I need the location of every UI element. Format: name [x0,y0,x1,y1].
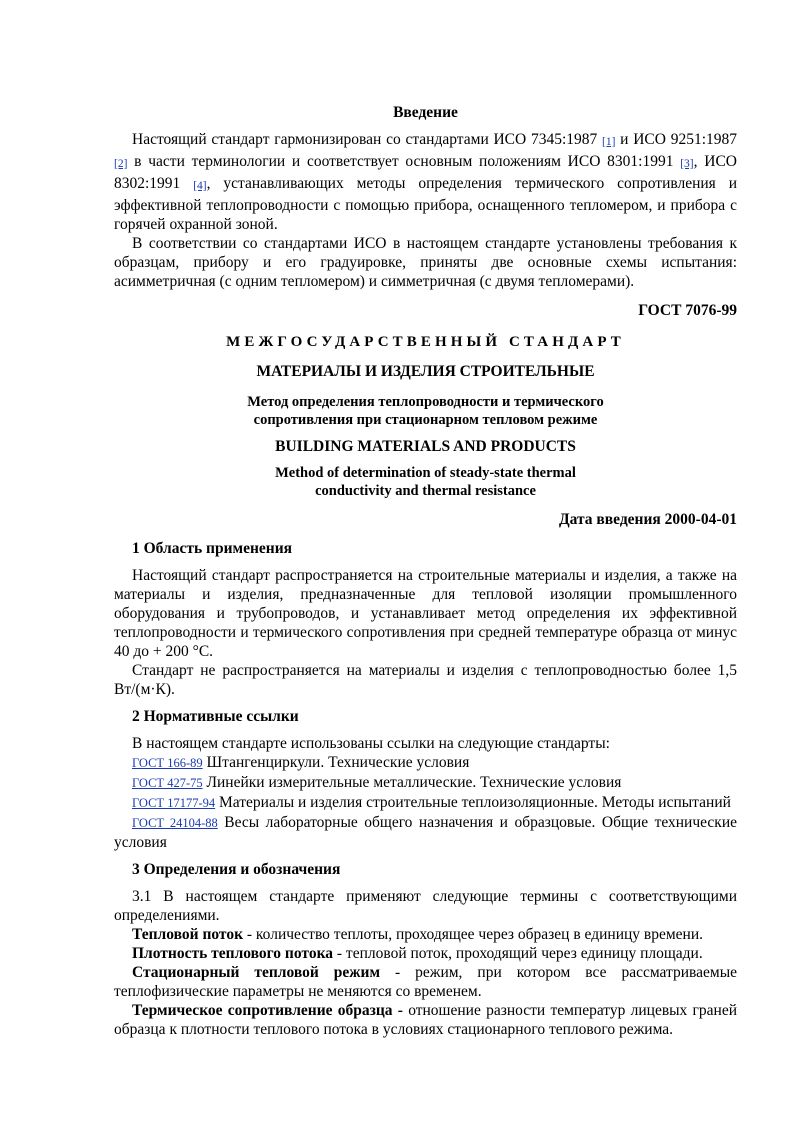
ref-link-3[interactable]: [3] [680,158,694,170]
ref-text: Весы лабораторные общего назначения и образцовые. Общие технические условия [114,814,737,851]
ref-item [114,813,737,852]
ref-text: Линейки измерительные металлические. Технические условия [202,774,622,791]
subtitle-ru [114,393,737,429]
intro-p1-text-2: и ИСО 9251:1987 [615,131,738,148]
definition-term: Термическое сопротивление образца - [132,1002,403,1019]
definition-item [114,1001,737,1039]
ref-link-2[interactable]: [2] [114,158,128,170]
definition-term: Стационарный тепловой режим [132,964,381,981]
subtitle-en-line-1: Method of determination of steady-state thermal [275,465,576,481]
intro-heading: Введение [393,104,458,121]
ref-link-1[interactable]: [1] [602,136,616,148]
section-1-paragraph-1: Настоящий стандарт распространяется на строительные материалы и изделия, а также на материалы и изделия, предназначенные для тепловой изоляции промышленного оборудования и трубопроводов, и устанавливает метод определения их эффективной теплопроводности и термического сопротивления при средней температуре образца от минус 40 до + 200 °С. [114,567,737,660]
intro-paragraph-1 [114,130,737,234]
interstate-standard-heading: МЕЖГОСУДАРСТВЕННЫЙ СТАНДАРТ [226,334,625,350]
intro-p1-text-4: , ИСО 8302:1991 [114,153,737,192]
definition-text: отношение разности температур лицевых граней образца к плотности теплового потока в условиях стационарного теплового режима. [114,1002,737,1038]
document-page [114,100,737,1039]
intro-paragraph-2: В соответствии со стандартами ИСО в настоящем стандарте установлены требования к образцам, прибору и его градуировке, приняты две основные схемы испытания: асимметричная (с одним тепломером) и симметричная (с двумя тепломерами). [114,235,737,290]
ref-code-link[interactable]: ГОСТ 17177-94 [132,796,216,810]
ref-link-4[interactable]: [4] [193,180,207,192]
section-1-paragraph-2: Стандарт не распространяется на материалы и изделия с теплопроводностью более 1,5 Вт/(м·К). [114,662,737,698]
ref-code-link[interactable]: ГОСТ 166-89 [132,756,203,770]
subtitle-en-line-2: conductivity and thermal resistance [315,483,536,499]
definition-text: - тепловой поток, проходящий через единицу площади. [333,945,703,962]
ref-item [114,773,737,793]
subtitle-ru-line-1: Метод определения теплопроводности и термического [247,394,604,410]
intro-p1-text-5: , устанавливающих методы определения термического сопротивления и эффективной теплопроводности с помощью прибора, оснащенного тепломером, и прибора с горячей охранной зоной. [114,175,737,233]
definition-item [114,963,737,1001]
definition-text: - режим, при котором все рассматриваемые теплофизические параметры не меняются со временем. [114,964,737,1000]
title-ru: МАТЕРИАЛЫ И ИЗДЕЛИЯ СТРОИТЕЛЬНЫЕ [256,363,595,380]
ref-code-link[interactable]: ГОСТ 24104-88 [132,816,218,830]
section-3-heading: 3 Определения и обозначения [132,861,341,878]
ref-text: Материалы и изделия строительные теплоизоляционные. Методы испытаний [215,794,731,811]
intro-p1-text-3: в части терминологии и соответствует основным положениям ИСО 8301:1991 [127,153,681,170]
subtitle-ru-line-2: сопротивления при стационарном тепловом режиме [253,412,598,428]
subtitle-en [114,464,737,500]
intro-p1-text-1: Настоящий стандарт гармонизирован со стандартами ИСО 7345:1987 [132,131,603,148]
section-3-paragraph-1: 3.1 В настоящем стандарте применяют следующие термины с соответствующими определениями. [114,888,737,924]
definition-item [114,925,737,944]
definition-term: Тепловой поток [132,926,244,943]
definition-item [114,944,737,963]
ref-text: Штангенциркули. Технические условия [202,754,470,771]
definition-term: Плотность теплового потока [132,945,334,962]
gost-number: ГОСТ 7076-99 [638,302,737,319]
ref-item [114,793,737,813]
section-1-heading: 1 Область применения [132,540,293,557]
introduction-date: Дата введения 2000-04-01 [558,511,737,528]
section-2-lead: В настоящем стандарте использованы ссылки на следующие стандарты: [132,735,610,752]
definition-text: - количество теплоты, проходящее через образец в единицу времени. [243,926,704,943]
ref-item [114,753,737,773]
section-2-heading: 2 Нормативные ссылки [132,708,299,725]
ref-code-link[interactable]: ГОСТ 427-75 [132,776,203,790]
title-en: BUILDING MATERIALS AND PRODUCTS [275,438,576,455]
